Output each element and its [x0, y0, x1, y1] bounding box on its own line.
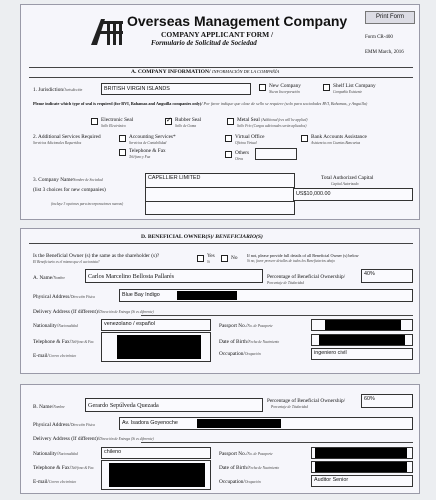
seal-instructions-en: Please indicate which type of seal is required (for BVI, Bahamas and Anguilla companies only)/	[33, 101, 203, 106]
owner-b-passport-label-es: No. de Pasaporte	[247, 452, 273, 456]
redaction-block	[319, 335, 405, 345]
owner-b-nationality-field[interactable]	[101, 447, 211, 459]
owner-a-passport-label	[219, 323, 273, 329]
owner-a-address-value: Blue Bay Indigo	[122, 292, 160, 298]
bo-no-note: If not, please provide full details of all Beneficial Owner (s) below	[247, 253, 359, 258]
bank-assistance-label-es: Asistencia con Cuentas Bancarias	[311, 141, 361, 145]
others-label-es: Otros	[235, 157, 244, 161]
phone-fax-label-es: Teléfono y Fax	[129, 155, 151, 159]
owner-b-nationality-label-es: Nacionalidad	[58, 452, 78, 456]
owner-b-phone-label	[33, 465, 94, 471]
owner-a-pct-field[interactable]	[361, 269, 413, 283]
accounting-label: Accounting Services*	[129, 134, 176, 140]
owner-b-occupation-value: Auditor Senior	[314, 477, 349, 483]
owner-a-pct-label-es: Porcentaje de Titularidad	[267, 281, 304, 285]
owner-a-letter-es: Nombre	[53, 276, 66, 280]
owner-b-occupation-field[interactable]	[311, 475, 413, 487]
owner-b-letter-es: Nombre	[53, 405, 65, 409]
jurisdiction-value: BRITISH VIRGIN ISLANDS	[104, 86, 170, 92]
metal-seal-label-en: Metal Seal	[237, 117, 260, 123]
jurisdiction-label-es: Jurisdicción	[64, 88, 83, 92]
owner-a-email-label	[33, 353, 76, 359]
bo-yes-label-es: Si	[207, 260, 210, 264]
virtual-office-checkbox[interactable]	[225, 135, 232, 142]
owner-a-nationality-label	[33, 323, 78, 329]
company-name-label	[33, 177, 103, 183]
owner-a-nationality-value: venezolano / español	[104, 321, 155, 327]
owner-a-address-label-en: Physical Address/	[33, 294, 71, 300]
owner-a-address-label	[33, 294, 95, 300]
owner-b-pct-value: 60%	[364, 396, 375, 402]
shelf-company-checkbox[interactable]	[323, 84, 330, 91]
owner-b-name-label	[33, 404, 65, 410]
divider	[146, 201, 294, 202]
owner-a-passport-label-en: Passport No./	[219, 323, 248, 329]
jurisdiction-label	[33, 87, 82, 93]
owner-a-email-label-en: E-mail/	[33, 353, 49, 359]
capital-field[interactable]	[293, 188, 413, 201]
virtual-office-label: Virtual Office	[235, 134, 265, 140]
capital-label: Total Authorized Capital	[321, 175, 374, 181]
owner-b-pct-label: Percentage of Beneficial Ownership/	[267, 398, 346, 404]
bo-yes-label: Yes	[207, 253, 215, 259]
others-field[interactable]	[255, 148, 297, 160]
owner-b-pct-field[interactable]	[361, 394, 413, 408]
owner-b-name-field[interactable]	[85, 398, 263, 412]
metal-seal-label	[237, 117, 307, 123]
redaction-block	[325, 320, 401, 330]
owner-a-occupation-field[interactable]	[311, 348, 413, 360]
others-checkbox[interactable]	[225, 151, 232, 158]
owner-b-nationality-label-en: Nationality/	[33, 451, 59, 457]
owner-a-name-field[interactable]	[85, 269, 263, 283]
form-date: EMM March, 2016	[365, 50, 404, 55]
form-subtitle: Formulario de Solicitud de Sociedad	[151, 39, 257, 47]
owner-b-name-value: Gerardo Sepúlveda Quezada	[88, 402, 159, 409]
owner-b-address-label-es: Dirección Física	[70, 423, 95, 427]
owner-a-email-label-es: Correo electrónico	[48, 354, 77, 358]
services-label-es: Servicios Adicionales Requeridos	[33, 141, 82, 145]
redaction-block	[117, 335, 201, 359]
divider	[29, 77, 413, 78]
divider	[141, 315, 413, 316]
bank-assistance-checkbox[interactable]	[301, 135, 308, 142]
owner-b-delivery-label	[33, 436, 154, 442]
new-company-checkbox[interactable]	[259, 84, 266, 91]
redaction-block	[109, 463, 205, 487]
owner-a-occupation-label-es: Ocupación	[244, 352, 261, 356]
electronic-seal-checkbox[interactable]	[91, 118, 98, 125]
rubber-seal-checkbox[interactable]	[165, 118, 172, 125]
divider	[146, 187, 294, 188]
redaction-block	[177, 291, 237, 300]
company-brand: Overseas Management Company	[127, 13, 348, 29]
metal-seal-note: (Additional fees will be applied)	[261, 118, 308, 122]
bo-yes-checkbox[interactable]	[197, 255, 204, 262]
services-label: 2. Additional Services Required	[33, 134, 101, 140]
owner-a-dob-label-en: Date of Birth/	[219, 339, 249, 345]
print-form-button[interactable]: Print Form	[365, 11, 415, 24]
owner-b-email-label-es: Correo electrónico	[48, 480, 77, 484]
shelf-company-label: Shelf List Company	[333, 83, 376, 89]
bo-question: Is the Beneficial Owner (s) the same as the shareholder (s)?	[33, 253, 160, 259]
owner-b-occupation-label	[219, 479, 261, 485]
owner-b-dob-label-en: Date of Birth/	[219, 465, 249, 471]
owner-b-address-label-en: Physical Address/	[33, 422, 71, 428]
section-d-title-es: BENEFICIARIO(S)	[215, 234, 263, 240]
bank-assistance-label: Bank Accounts Assistance	[311, 134, 367, 140]
owner-a-phone-label-es: Teléfono & Fax	[71, 340, 94, 344]
owner-b-phone-label-es: Teléfono & Fax	[71, 466, 94, 470]
owner-b-email-label	[33, 479, 76, 485]
beneficial-owner-b-sheet	[20, 384, 420, 494]
section-d-heading	[141, 234, 263, 240]
owner-a-occupation-label	[219, 351, 261, 357]
capital-label-es: Capital Autorizado	[331, 182, 359, 186]
phone-fax-checkbox[interactable]	[119, 149, 126, 156]
owner-a-name-label	[33, 275, 65, 281]
owner-a-delivery-label-es: Dirección de Entrega (Si es diferente)	[99, 310, 154, 314]
phone-fax-label: Telephone & Fax	[129, 148, 166, 154]
owner-a-occupation-label-en: Occupation/	[219, 351, 245, 357]
seal-instructions-es: Por favor indique que clase de sello se requiere (solo para sociedades BVI, Bahamas, y Anguilla)	[203, 101, 368, 106]
owner-a-name-value: Carlos Marcelino Bellosta Pallarés	[88, 273, 175, 280]
company-name-hint-es: (incluye 3 opciones para incorporaciones nuevas)	[51, 202, 124, 206]
bo-no-note-es: Si no, favor proveer detalles de todos los Beneficiarios abajo	[247, 259, 335, 263]
owner-a-nationality-field[interactable]	[101, 319, 211, 331]
omc-logo-icon	[89, 15, 125, 47]
owner-a-address-field[interactable]	[119, 289, 413, 302]
owner-b-nationality-value: chileno	[104, 449, 122, 455]
owner-b-pct-label-es: Porcentaje de Titularidad	[271, 405, 308, 409]
owner-b-occupation-label-es: Ocupación	[244, 480, 261, 484]
form-title: COMPANY APPLICANT FORM /	[161, 30, 274, 39]
owner-b-dob-label	[219, 465, 279, 471]
redaction-block	[315, 448, 407, 458]
section-a-title: A. COMPANY INFORMATION/	[131, 69, 211, 75]
new-company-label: New Company	[269, 83, 301, 89]
bo-no-checkbox[interactable]	[221, 255, 228, 262]
rubber-seal-label-es: Sello de Goma	[175, 124, 197, 128]
owner-a-letter: A. Name/	[33, 275, 54, 281]
owner-b-delivery-label-en: Delivery Address (If different)/	[33, 436, 100, 442]
owner-b-passport-label-en: Passport No./	[219, 451, 248, 457]
company-name-label-en: 3. Company Name	[33, 177, 73, 183]
company-name-hint: (list 3 choices for new companies)	[33, 187, 106, 193]
divider	[29, 243, 413, 244]
owner-a-phone-label-en: Telephone & Fax/	[33, 339, 72, 345]
redaction-block	[197, 419, 281, 428]
owner-a-delivery-label	[33, 309, 154, 315]
owner-b-nationality-label	[33, 451, 78, 457]
owner-a-pct-value: 40%	[364, 271, 375, 277]
section-a-title-es: INFORMACIÓN DE LA COMPAÑÍA	[212, 69, 280, 74]
jurisdiction-field[interactable]	[101, 83, 251, 95]
others-label: Others	[235, 150, 250, 156]
bo-question-es: El Beneficiario es el mismo que el accionista?	[33, 260, 100, 264]
bo-no-label: No	[231, 255, 238, 261]
owner-a-dob-label-es: Fecha de Nacimiento	[248, 340, 280, 344]
jurisdiction-label-en: 1. Jurisdiction/	[33, 87, 65, 93]
owner-b-occupation-label-en: Occupation/	[219, 479, 245, 485]
divider	[29, 67, 413, 68]
owner-b-email-label-en: E-mail/	[33, 479, 49, 485]
owner-b-address-value: Av. Isadora Goyenoche	[122, 420, 178, 426]
owner-a-occupation-value: ingeniero civil	[314, 350, 347, 356]
owner-b-letter: B. Name/	[33, 404, 54, 410]
owner-b-address-label	[33, 422, 95, 428]
owner-a-nationality-label-es: Nacionalidad	[58, 324, 78, 328]
capital-value: US$10,000.00	[296, 191, 331, 197]
owner-b-delivery-label-es: Dirección de Entrega (Si es diferente)	[99, 437, 154, 441]
owner-b-phone-label-en: Telephone & Fax/	[33, 465, 72, 471]
company-name-field[interactable]	[145, 173, 295, 215]
virtual-office-label-es: Oficina Virtual	[235, 141, 257, 145]
new-company-label-es: Nueva Incorporación	[269, 90, 300, 94]
shelf-company-label-es: Compañía Existente	[333, 90, 363, 94]
owner-a-dob-label	[219, 339, 279, 345]
owner-a-passport-label-es: No. de Pasaporte	[247, 324, 273, 328]
form-code: Form CR-400	[365, 35, 393, 40]
metal-seal-label-es: Sello Frío (Cargos adicionales serán aplicados)	[237, 124, 307, 128]
seal-instructions	[33, 101, 413, 106]
accounting-label-es: Servicios de Contabilidad	[129, 141, 167, 145]
redaction-block	[315, 462, 407, 472]
accounting-checkbox[interactable]	[119, 135, 126, 142]
owner-a-nationality-label-en: Nationality/	[33, 323, 59, 329]
company-name-label-es: Nombre de Sociedad	[72, 178, 103, 182]
section-d-title: D. BENEFICIAL OWNER(S)/	[141, 234, 214, 240]
electronic-seal-label: Electronic Seal	[101, 117, 134, 123]
owner-a-address-label-es: Dirección Física	[70, 295, 95, 299]
owner-a-delivery-label-en: Delivery Address (If different)/	[33, 309, 100, 315]
company-name-value: CAPELLIER LIMITED	[148, 175, 201, 181]
rubber-seal-label: Rubber Seal	[175, 117, 202, 123]
owner-b-dob-label-es: Fecha de Nacimiento	[248, 466, 280, 470]
beneficial-owners-sheet	[20, 228, 420, 374]
metal-seal-checkbox[interactable]	[227, 118, 234, 125]
section-a-heading	[131, 69, 279, 75]
divider	[141, 442, 413, 443]
owner-a-phone-label	[33, 339, 94, 345]
owner-b-passport-label	[219, 451, 273, 457]
company-info-sheet	[20, 4, 420, 220]
electronic-seal-label-es: Sello Electrónico	[101, 124, 126, 128]
owner-a-pct-label: Percentage of Beneficial Ownership/	[267, 274, 346, 280]
